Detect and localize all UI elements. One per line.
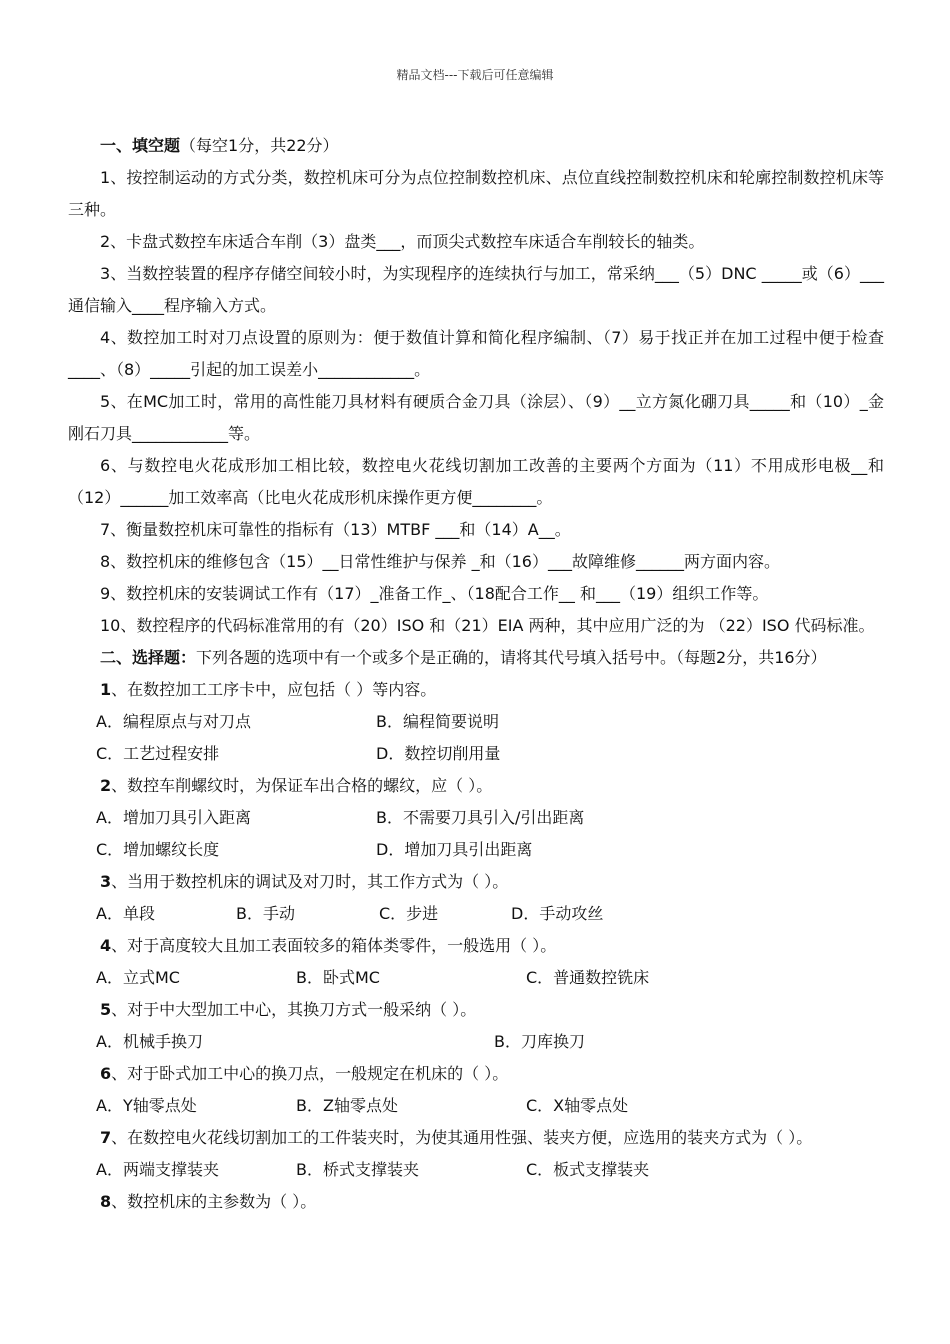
- option: A．编程原点与对刀点: [96, 712, 251, 731]
- option: B．桥式支撑装夹: [296, 1160, 419, 1179]
- question-number: 1: [100, 680, 112, 699]
- question-number: 2: [100, 776, 112, 795]
- options-row: [68, 962, 884, 994]
- option: C．普通数控铣床: [526, 968, 650, 987]
- fill-item-4: 4、数控加工时对刀点设置的原则为：便于数值计算和简化程序编制、（7）易于找正并在加工过程中便于检查____、（8）_____引起的加工误差小____________。: [68, 328, 884, 379]
- section1-title: 一、填空题: [100, 136, 181, 155]
- choice-question: [68, 770, 884, 802]
- options-row: [68, 706, 884, 738]
- choice-question: [68, 1058, 884, 1090]
- question-text: 、在数控电火花线切割加工的工件装夹时，为使其通用性强、装夹方便，应选用的装夹方式为（ ）。: [111, 1128, 813, 1147]
- option: C．X轴零点处: [526, 1096, 629, 1115]
- options-row: [68, 834, 884, 866]
- fill-item-8: 8、数控机床的维修包含（15）__日常性维护与保养 _和（16）___故障维修______两方面内容。: [100, 552, 780, 571]
- section1-note: （每空1分，共22分）: [180, 136, 339, 155]
- option: A．Y轴零点处: [96, 1096, 197, 1115]
- option: D．手动攻丝: [511, 904, 604, 923]
- section2-title: 二、选择题：: [100, 648, 197, 667]
- option: D．增加刀具引出距离: [376, 840, 533, 859]
- section2-note: 下列各题的选项中有一个或多个是正确的，请将其代号填入括号中。（每题2分，共16分）: [196, 648, 827, 667]
- option: C．板式支撑装夹: [526, 1160, 650, 1179]
- option: B．刀库换刀: [494, 1032, 585, 1051]
- options-row: [68, 802, 884, 834]
- option: A．单段: [96, 904, 155, 923]
- options-row: [68, 1090, 884, 1122]
- options-row: [68, 738, 884, 770]
- question-text: 、对于中大型加工中心，其换刀方式一般采纳（ ）。: [111, 1000, 477, 1019]
- option: A．立式MC: [96, 968, 180, 987]
- question-text: 、当用于数控机床的调试及对刀时，其工作方式为（ ）。: [111, 872, 509, 891]
- option: C．增加螺纹长度: [96, 840, 220, 859]
- choice-question: [68, 930, 884, 962]
- option: B．不需要刀具引入/引出距离: [376, 808, 585, 827]
- page-header: 精品文档---下载后可任意编辑: [396, 68, 554, 82]
- question-number: 6: [100, 1064, 112, 1083]
- section1-heading: [68, 130, 884, 162]
- option: B．编程简要说明: [376, 712, 499, 731]
- choice-question: [68, 994, 884, 1026]
- question-text: 、对于高度较大且加工表面较多的箱体类零件，一般选用（ ）。: [111, 936, 557, 955]
- question-number: 3: [100, 872, 112, 891]
- fill-item-1: 1、按控制运动的方式分类，数控机床可分为点位控制数控机床、点位直线控制数控机床和轮廓控制数控机床等三种。: [68, 168, 884, 219]
- fill-item-2: 2、卡盘式数控车床适合车削（3）盘类___，而顶尖式数控车床适合车削较长的轴类。: [100, 232, 705, 251]
- choice-question: [68, 674, 884, 706]
- question-text: 、数控机床的主参数为（ ）。: [111, 1192, 317, 1211]
- question-text: 、数控车削螺纹时，为保证车出合格的螺纹，应（ ）。: [111, 776, 493, 795]
- option: B．Z轴零点处: [296, 1096, 398, 1115]
- option: C．步进: [379, 904, 439, 923]
- question-number: 5: [100, 1000, 112, 1019]
- options-row: [68, 898, 884, 930]
- options-row: [68, 1154, 884, 1186]
- choice-questions: [68, 674, 884, 1218]
- fill-item-9: 9、数控机床的安装调试工作有（17）_准备工作_、（18配合工作__ 和___（19）组织工作等。: [100, 584, 769, 603]
- question-number: 4: [100, 936, 112, 955]
- option: C．工艺过程安排: [96, 744, 220, 763]
- fill-item-3: 3、当数控装置的程序存储空间较小时，为实现程序的连续执行与加工，常采纳___（5）DNC _____或（6）___通信输入____程序输入方式。: [68, 264, 884, 315]
- option: D．数控切削用量: [376, 744, 501, 763]
- options-row: [68, 1026, 884, 1058]
- fill-item-7: 7、衡量数控机床可靠性的指标有（13）MTBF ___和（14）A__。: [100, 520, 571, 539]
- choice-question: [68, 866, 884, 898]
- option: A．两端支撑装夹: [96, 1160, 219, 1179]
- fill-item-6: 6、与数控电火花成形加工相比较，数控电火花线切割加工改善的主要两个方面为（11）不用成形电极__和（12）______加工效率高（比电火花成形机床操作更方便________。: [68, 456, 884, 507]
- option: A．增加刀具引入距离: [96, 808, 251, 827]
- choice-question: [68, 1186, 884, 1218]
- question-text: 、在数控加工工序卡中，应包括（ ）等内容。: [111, 680, 437, 699]
- choice-question: [68, 1122, 884, 1154]
- option: A．机械手换刀: [96, 1032, 203, 1051]
- question-number: 8: [100, 1192, 112, 1211]
- option: B．卧式MC: [296, 968, 380, 987]
- document-body: [68, 130, 884, 1218]
- question-number: 7: [100, 1128, 112, 1147]
- fill-item-5: 5、在MC加工时，常用的高性能刀具材料有硬质合金刀具（涂层）、（9）__立方氮化硼刀具_____和（10）_金刚石刀具____________等。: [68, 392, 884, 443]
- section2-heading: [68, 642, 884, 674]
- option: B．手动: [236, 904, 295, 923]
- fill-item-10: 10、数控程序的代码标准常用的有（20）ISO 和（21）EIA 两种，其中应用广泛的为 （22）ISO 代码标准。: [100, 616, 875, 635]
- question-text: 、对于卧式加工中心的换刀点，一般规定在机床的（ ）。: [111, 1064, 509, 1083]
